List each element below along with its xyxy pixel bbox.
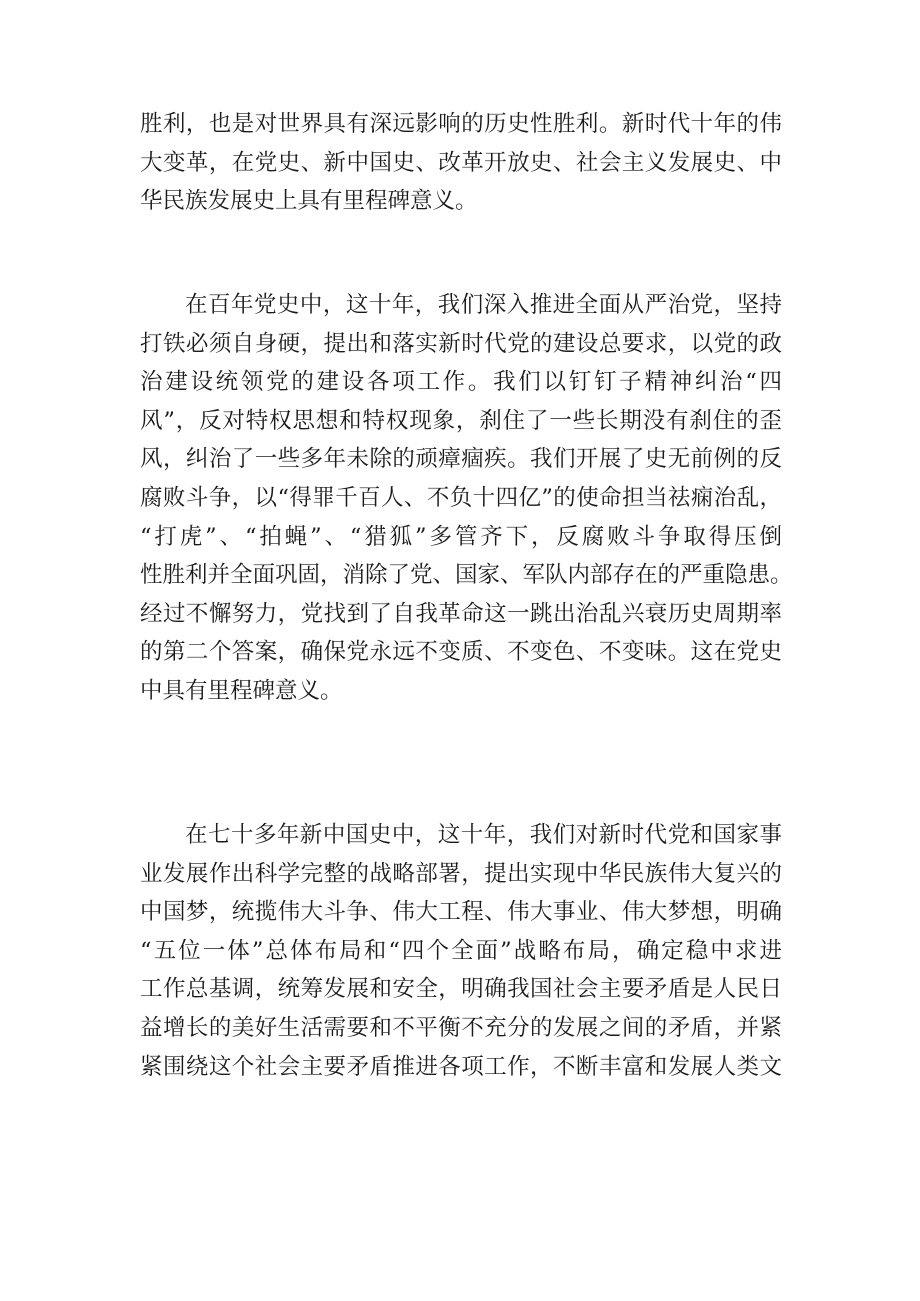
text-line: 的第二个答案，确保党永远不变质、不变色、不变味。这在党史 <box>140 639 782 666</box>
text-line: 在七十多年新中国史中，这十年，我们对新时代党和国家事 <box>185 822 782 848</box>
text-line: 治建设统领党的建设各项工作。我们以钉钉子精神纠治“四 <box>140 369 782 396</box>
text-line: 经过不懈努力，党找到了自我革命这一跳出治乱兴衰历史周期率 <box>140 600 782 627</box>
text-line: 中具有里程碑意义。 <box>140 677 343 704</box>
text-line: 风”，反对特权思想和特权现象，刹住了一些长期没有刹住的歪 <box>140 407 782 434</box>
text-line: 益增长的美好生活需要和不平衡不充分的发展之间的矛盾，并紧 <box>140 1014 782 1041</box>
text-line: “五位一体”总体布局和“四个全面”战略布局，确定稳中求进 <box>140 937 782 964</box>
text-line: 中国梦，统揽伟大斗争、伟大工程、伟大事业、伟大梦想，明确 <box>140 899 782 926</box>
text-line: 业发展作出科学完整的战略部署，提出实现中华民族伟大复兴的 <box>140 860 782 887</box>
text-line: 性胜利并全面巩固，消除了党、国家、军队内部存在的严重隐患。 <box>140 562 793 589</box>
text-line: 工作总基调，统筹发展和安全，明确我国社会主要矛盾是人民日 <box>140 976 782 1003</box>
paragraph-1 <box>140 105 782 221</box>
text-line: 打铁必须自身硬，提出和落实新时代党的建设总要求，以党的政 <box>140 330 782 357</box>
paragraph-3 <box>140 816 782 1086</box>
text-line: 风，纠治了一些多年未除的顽瘴痼疾。我们开展了史无前例的反 <box>140 446 782 473</box>
text-line: 在百年党史中，这十年，我们深入推进全面从严治党，坚持 <box>185 292 782 318</box>
text-line: “打虎”、“拍蝇”、“猎狐”多管齐下，反腐败斗争取得压倒 <box>140 523 782 550</box>
text-line: 胜利，也是对世界具有深远影响的历史性胜利。新时代十年的伟 <box>140 111 782 137</box>
text-line: 大变革，在党史、新中国史、改革开放史、社会主义发展史、中 <box>140 149 782 176</box>
text-line: 腐败斗争，以“得罪千百人、不负十四亿”的使命担当祛痫治乱， <box>140 484 782 511</box>
text-line: 紧围绕这个社会主要矛盾推进各项工作，不断丰富和发展人类文 <box>140 1053 782 1080</box>
paragraph-2 <box>140 286 793 711</box>
text-line: 华民族发展史上具有里程碑意义。 <box>140 188 478 215</box>
